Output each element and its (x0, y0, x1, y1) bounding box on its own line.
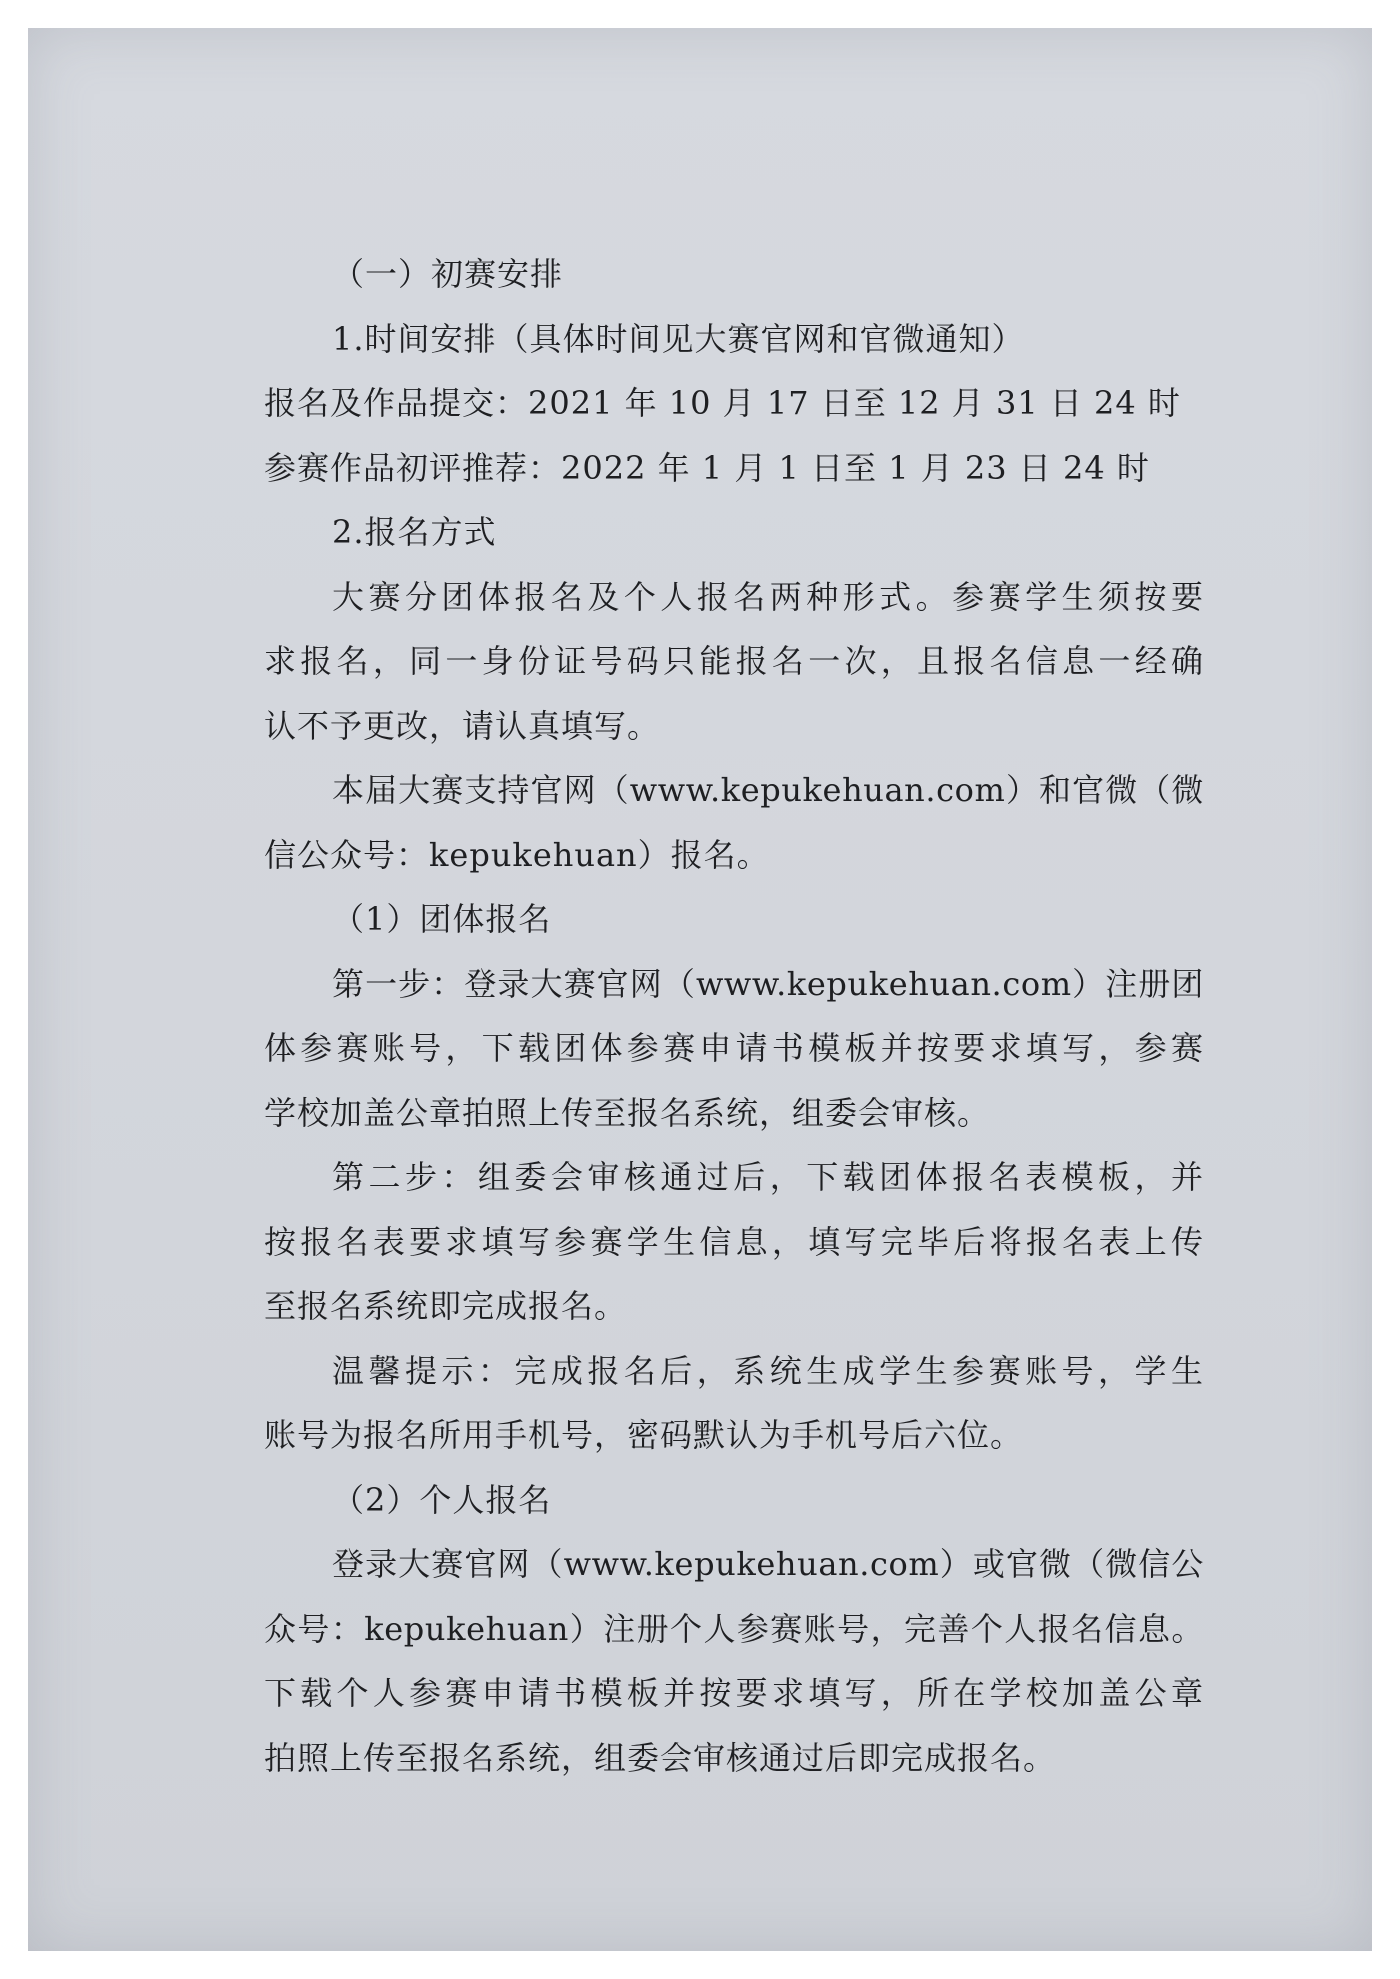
paragraph-line: 登录大赛官网（www.kepukehuan.com）或官微（微信公 (332, 1545, 1204, 1583)
paragraph-line: 第一步：登录大赛官网（www.kepukehuan.com）注册团 (332, 964, 1204, 1003)
paragraph-line: 体参赛账号，下载团体参赛申请书模板并按要求填写，参赛 (264, 1029, 1204, 1067)
paragraph-line: 按报名表要求填写参赛学生信息，填写完毕后将报名表上传 (264, 1222, 1204, 1261)
paragraph-line: 众号：kepukehuan）注册个人参赛账号，完善个人报名信息。 (264, 1609, 1204, 1648)
subheading-method: 2.报名方式 (332, 513, 497, 551)
paragraph-line: 认不予更改，请认真填写。 (264, 706, 661, 745)
tip-line: 温馨提示：完成报名后，系统生成学生参赛账号，学生 (332, 1351, 1204, 1390)
paragraph-line: 至报名系统即完成报名。 (264, 1287, 628, 1325)
section-heading: （一）初赛安排 (332, 255, 564, 293)
paragraph-line: 第二步：组委会审核通过后，下载团体报名表模板，并 (332, 1158, 1204, 1196)
paragraph-line: 下载个人参赛申请书模板并按要求填写，所在学校加盖公章 (264, 1674, 1204, 1712)
subheading-time: 1.时间安排（具体时间见大赛官网和官微通知） (332, 319, 1025, 358)
subheading-group: （1）团体报名 (332, 900, 552, 938)
paragraph-line: 信公众号：kepukehuan）报名。 (264, 835, 770, 874)
paragraph-line: 本届大赛支持官网（www.kepukehuan.com）和官微（微 (332, 771, 1204, 809)
paragraph-line: 学校加盖公章拍照上传至报名系统，组委会审核。 (264, 1093, 991, 1132)
paragraph-line: 求报名，同一身份证号码只能报名一次，且报名信息一经确 (264, 642, 1204, 680)
schedule-review: 参赛作品初评推荐：2022 年 1 月 1 日至 1 月 23 日 24 时 (264, 448, 1150, 487)
paragraph-line: 大赛分团体报名及个人报名两种形式。参赛学生须按要 (332, 577, 1204, 616)
document-body (264, 242, 1204, 1790)
schedule-submission: 报名及作品提交：2021 年 10 月 17 日至 12 月 31 日 24 时 (264, 384, 1181, 422)
paragraph-line: 拍照上传至报名系统，组委会审核通过后即完成报名。 (264, 1738, 1057, 1777)
tip-line: 账号为报名所用手机号，密码默认为手机号后六位。 (264, 1416, 1024, 1454)
subheading-individual: （2）个人报名 (332, 1480, 552, 1519)
paper-page (28, 28, 1372, 1951)
